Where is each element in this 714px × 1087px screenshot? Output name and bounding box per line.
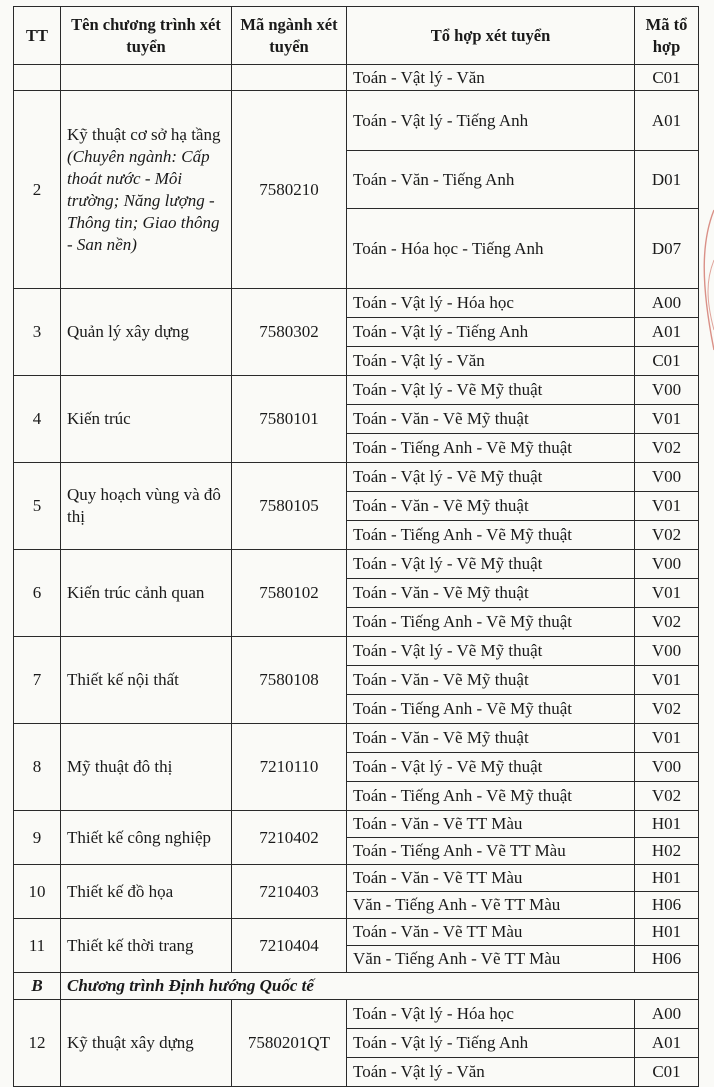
combination-cell: Văn - Tiếng Anh - Vẽ TT Màu [347, 946, 635, 973]
block-code-cell: V02 [635, 521, 699, 550]
major-code-cell: 7580108 [232, 637, 347, 724]
block-code-cell: C01 [635, 1058, 699, 1087]
combination-cell: Toán - Vật lý - Vẽ Mỹ thuật [347, 376, 635, 405]
program-name-cell [61, 376, 232, 463]
header-tt: TT [14, 7, 61, 65]
program-name-cell [61, 724, 232, 811]
tt-cell: 3 [14, 289, 61, 376]
block-code-cell: V00 [635, 463, 699, 492]
combination-cell: Toán - Vật lý - Vẽ Mỹ thuật [347, 637, 635, 666]
program-name: Kỹ thuật xây dựng [67, 1033, 194, 1052]
program-name: Thiết kế nội thất [67, 670, 179, 689]
section-title: Chương trình Định hướng Quốc tế [61, 973, 699, 1000]
table-row [14, 289, 699, 318]
combination-cell: Toán - Văn - Tiếng Anh [347, 151, 635, 209]
combination-cell: Toán - Văn - Vẽ TT Màu [347, 865, 635, 892]
combination-cell: Toán - Tiếng Anh - Vẽ Mỹ thuật [347, 695, 635, 724]
table-row [14, 65, 699, 91]
block-code-cell: C01 [635, 65, 699, 91]
combination-cell: Toán - Hóa học - Tiếng Anh [347, 209, 635, 289]
block-code-cell: V00 [635, 376, 699, 405]
table-row [14, 463, 699, 492]
table-row [14, 1000, 699, 1029]
program-name: Quy hoạch vùng và đô thị [67, 485, 221, 526]
tt-cell: 7 [14, 637, 61, 724]
header-program: Tên chương trình xét tuyển [61, 7, 232, 65]
block-code-cell: H01 [635, 865, 699, 892]
combination-cell: Toán - Văn - Vẽ TT Màu [347, 919, 635, 946]
major-code-cell: 7580210 [232, 91, 347, 289]
red-stamp-edge-icon [696, 200, 714, 360]
tt-cell: 12 [14, 1000, 61, 1087]
combination-cell: Toán - Vật lý - Vẽ Mỹ thuật [347, 463, 635, 492]
combination-cell: Toán - Văn - Vẽ Mỹ thuật [347, 666, 635, 695]
table-row [14, 865, 699, 892]
combination-cell: Toán - Vật lý - Tiếng Anh [347, 318, 635, 347]
combination-cell: Văn - Tiếng Anh - Vẽ TT Màu [347, 892, 635, 919]
block-code-cell: A01 [635, 1029, 699, 1058]
tt-cell: 4 [14, 376, 61, 463]
major-code-cell: 7210403 [232, 865, 347, 919]
major-code-cell: 7210110 [232, 724, 347, 811]
block-code-cell: V00 [635, 637, 699, 666]
header-major-code: Mã ngành xét tuyển [232, 7, 347, 65]
tt-cell: 2 [14, 91, 61, 289]
block-code-cell: H01 [635, 919, 699, 946]
program-name: Mỹ thuật đô thị [67, 757, 173, 776]
major-code-cell: 7580302 [232, 289, 347, 376]
program-name: Quản lý xây dựng [67, 322, 190, 341]
table-row [14, 376, 699, 405]
section-label: B [14, 973, 61, 1000]
table-row [14, 91, 699, 151]
tt-cell: 10 [14, 865, 61, 919]
combination-cell: Toán - Vật lý - Văn [347, 1058, 635, 1087]
admissions-table [13, 6, 699, 1087]
block-code-cell: H02 [635, 838, 699, 865]
combination-cell: Toán - Tiếng Anh - Vẽ TT Màu [347, 838, 635, 865]
block-code-cell: H01 [635, 811, 699, 838]
section-row [14, 973, 699, 1000]
block-code-cell: A01 [635, 318, 699, 347]
header-block-code: Mã tổ hợp [635, 7, 699, 65]
block-code-cell: V01 [635, 724, 699, 753]
program-name-cell [61, 637, 232, 724]
combination-cell: Toán - Văn - Vẽ Mỹ thuật [347, 579, 635, 608]
table-row [14, 637, 699, 666]
major-code-cell: 7580102 [232, 550, 347, 637]
program-name-cell [61, 550, 232, 637]
combination-cell: Toán - Vật lý - Hóa học [347, 1000, 635, 1029]
block-code-cell: V01 [635, 492, 699, 521]
major-code-cell: 7580201QT [232, 1000, 347, 1087]
combination-cell: Toán - Tiếng Anh - Vẽ Mỹ thuật [347, 782, 635, 811]
program-name: Kỹ thuật cơ sở hạ tầng [67, 124, 221, 144]
tt-cell: 8 [14, 724, 61, 811]
tt-cell: 9 [14, 811, 61, 865]
program-name-cell [61, 463, 232, 550]
program-note: (Chuyên ngành: Cấp thoát nước - Môi trường; Năng lượng - Thông tin; Giao thông - San nền) [67, 146, 220, 254]
program-name: Kiến trúc [67, 409, 131, 428]
header-row [14, 7, 699, 65]
program-name-cell [61, 1000, 232, 1087]
table-body [14, 65, 699, 1087]
block-code-cell: V02 [635, 695, 699, 724]
block-code-cell: D07 [635, 209, 699, 289]
block-code-cell: A01 [635, 91, 699, 151]
program-name-cell [61, 91, 232, 289]
program-name: Thiết kế thời trang [67, 935, 194, 955]
combination-cell: Toán - Tiếng Anh - Vẽ Mỹ thuật [347, 521, 635, 550]
block-code-cell: V01 [635, 666, 699, 695]
program-name-cell [61, 919, 232, 973]
combination-cell: Toán - Vật lý - Vẽ Mỹ thuật [347, 753, 635, 782]
program-name: Kiến trúc cảnh quan [67, 583, 205, 602]
block-code-cell: D01 [635, 151, 699, 209]
block-code-cell: V00 [635, 550, 699, 579]
table-row [14, 919, 699, 946]
major-code-cell: 7580105 [232, 463, 347, 550]
block-code-cell: A00 [635, 1000, 699, 1029]
combination-cell: Toán - Vật lý - Văn [347, 347, 635, 376]
major-code-cell: 7580101 [232, 376, 347, 463]
header-combination: Tổ hợp xét tuyển [347, 7, 635, 65]
block-code-cell: V02 [635, 434, 699, 463]
block-code-cell: V00 [635, 753, 699, 782]
combination-cell: Toán - Văn - Vẽ Mỹ thuật [347, 724, 635, 753]
table-row [14, 724, 699, 753]
tt-cell: 6 [14, 550, 61, 637]
table-row [14, 811, 699, 838]
block-code-cell: V02 [635, 782, 699, 811]
combination-cell: Toán - Vật lý - Văn [347, 65, 635, 91]
combination-cell: Toán - Văn - Vẽ Mỹ thuật [347, 492, 635, 521]
block-code-cell: V01 [635, 405, 699, 434]
combination-cell: Toán - Tiếng Anh - Vẽ Mỹ thuật [347, 608, 635, 637]
combination-cell: Toán - Vật lý - Tiếng Anh [347, 1029, 635, 1058]
block-code-cell: V01 [635, 579, 699, 608]
program-name: Thiết kế đồ họa [67, 881, 174, 901]
tt-cell: 5 [14, 463, 61, 550]
major-code-cell: 7210402 [232, 811, 347, 865]
combination-cell: Toán - Vật lý - Tiếng Anh [347, 91, 635, 151]
program-name: Thiết kế công nghiệp [67, 827, 211, 847]
combination-cell: Toán - Văn - Vẽ Mỹ thuật [347, 405, 635, 434]
program-name-cell [61, 811, 232, 865]
tt-cell: 11 [14, 919, 61, 973]
block-code-cell: H06 [635, 892, 699, 919]
program-name-cell [61, 289, 232, 376]
major-code-cell: 7210404 [232, 919, 347, 973]
block-code-cell: V02 [635, 608, 699, 637]
block-code-cell: H06 [635, 946, 699, 973]
program-name-cell [61, 865, 232, 919]
table-row [14, 550, 699, 579]
block-code-cell: C01 [635, 347, 699, 376]
combination-cell: Toán - Tiếng Anh - Vẽ Mỹ thuật [347, 434, 635, 463]
combination-cell: Toán - Vật lý - Vẽ Mỹ thuật [347, 550, 635, 579]
block-code-cell: A00 [635, 289, 699, 318]
combination-cell: Toán - Văn - Vẽ TT Màu [347, 811, 635, 838]
combination-cell: Toán - Vật lý - Hóa học [347, 289, 635, 318]
